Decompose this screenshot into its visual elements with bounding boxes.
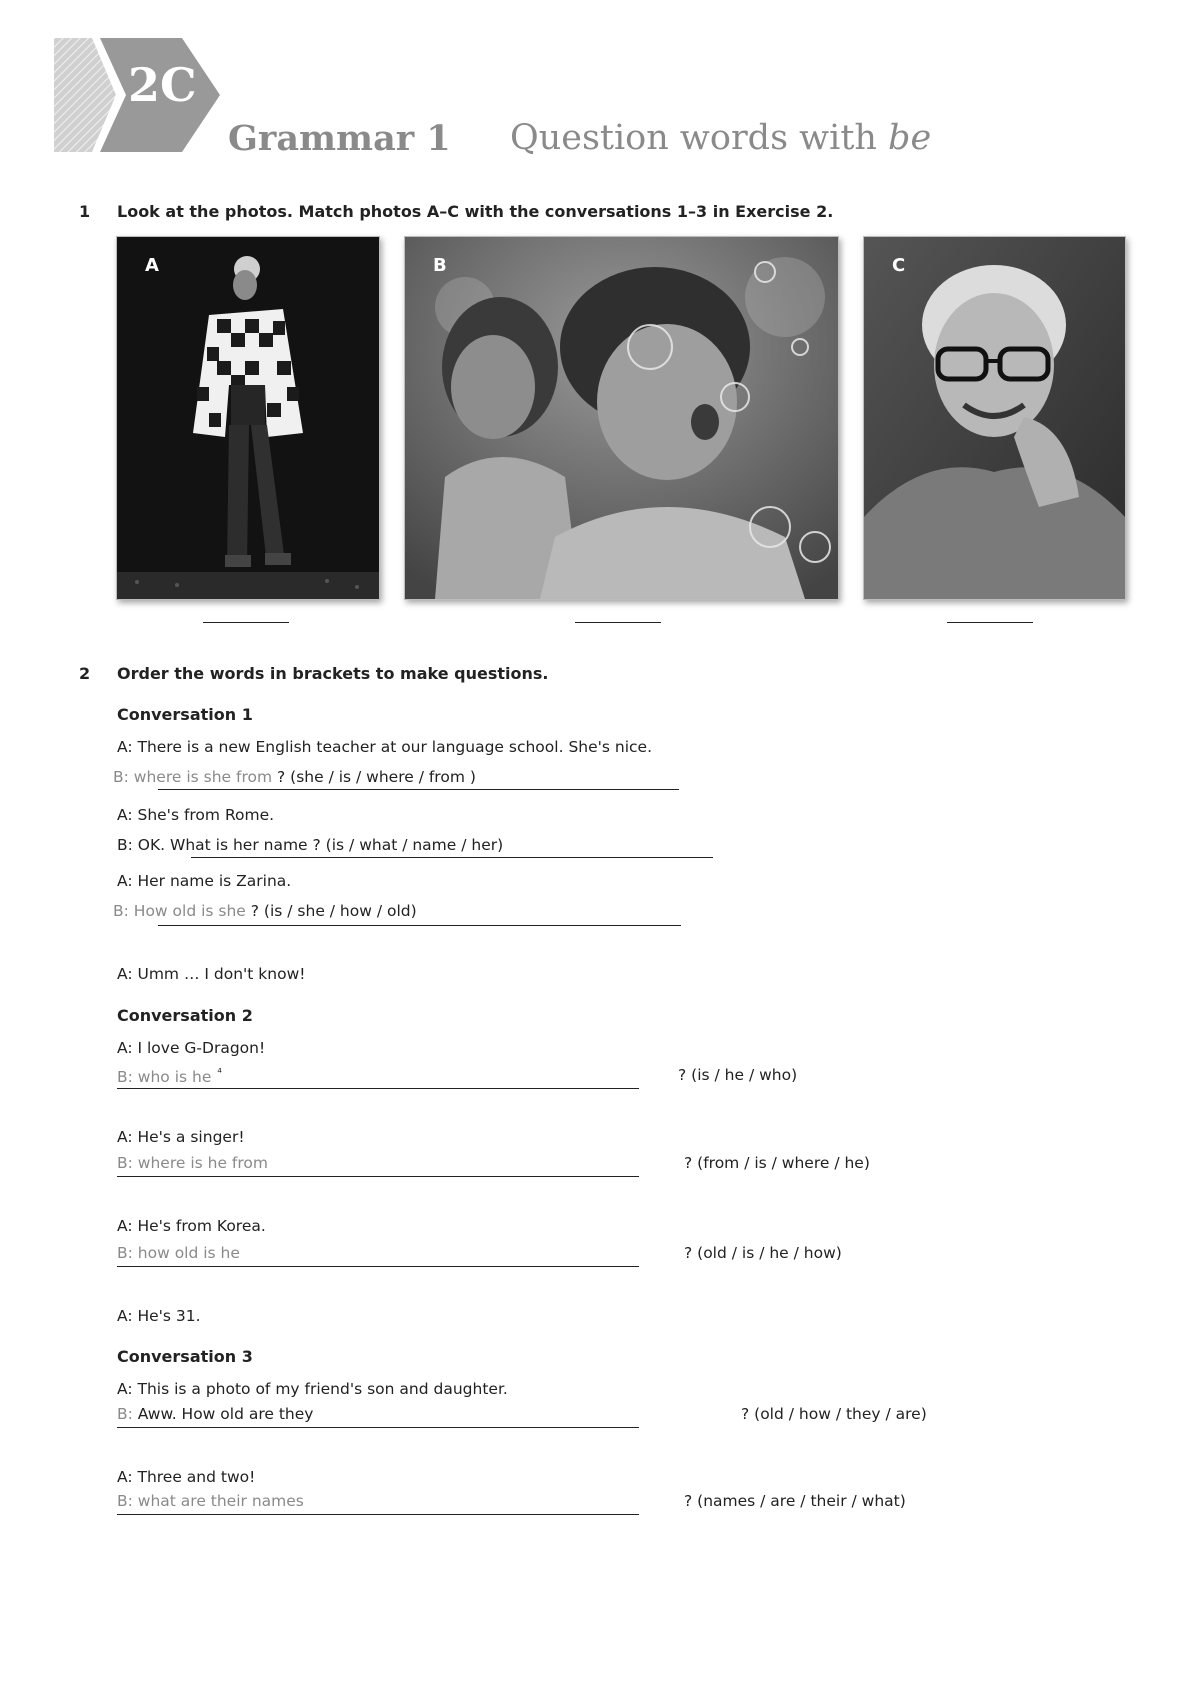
conv3-line-b2: B: what are their names xyxy=(117,1492,304,1510)
conversation-1-heading: Conversation 1 xyxy=(117,705,253,724)
conv3-line-b1: B: Aww. How old are they xyxy=(117,1405,314,1423)
conv2-line-b1: B: who is he $^{^4}$ xyxy=(117,1066,222,1087)
exercise-1-number: 1 xyxy=(79,202,91,221)
conv1-line-a4: A: Umm … I don't know! xyxy=(117,965,306,983)
conv2-line-a3: A: He's from Korea. xyxy=(117,1217,266,1235)
conv1-line-b2: B: OK. What is her name ? (is / what / name / her) xyxy=(117,836,504,854)
conv3-line-a1: A: This is a photo of my friend's son and daughter. xyxy=(117,1380,508,1398)
conv3-line-a2: A: Three and two! xyxy=(117,1468,256,1486)
conv3-answer-1: Aww. How old are they xyxy=(132,1405,314,1423)
conv1-line-a3: A: Her name is Zarina. xyxy=(117,872,292,890)
conv1-answer-2-underline[interactable] xyxy=(191,857,713,858)
conv2-prompt-3: ? (old / is / he / how) xyxy=(684,1244,842,1262)
conv2-answer-3-underline[interactable] xyxy=(117,1266,639,1267)
photo-b xyxy=(404,236,839,600)
conv2-line-a4: A: He's 31. xyxy=(117,1307,201,1325)
photo-b-answer-line[interactable] xyxy=(575,622,661,623)
conversation-3-heading: Conversation 3 xyxy=(117,1347,253,1366)
conv2-line-a2: A: He's a singer! xyxy=(117,1128,245,1146)
woman-photo-illustration xyxy=(864,237,1125,599)
photo-a-answer-line[interactable] xyxy=(203,622,289,623)
conv1-answer-1-underline[interactable] xyxy=(158,789,679,790)
conversation-2-heading: Conversation 2 xyxy=(117,1006,253,1025)
conv3-prompt-2: ? (names / are / their / what) xyxy=(684,1492,906,1510)
conv2-answer-3: how old is he xyxy=(132,1244,240,1262)
conv2-prompt-2: ? (from / is / where / he) xyxy=(684,1154,870,1172)
exercise-2-instruction: Order the words in brackets to make questions. xyxy=(117,664,549,683)
conv3-answer-2: what are their names xyxy=(132,1492,304,1510)
unit-badge xyxy=(54,38,222,152)
conv3-answer-2-underline[interactable] xyxy=(117,1514,639,1515)
page-subtitle xyxy=(510,118,931,158)
conv1-answer-2: What is her name xyxy=(170,836,313,854)
unit-number: 2C xyxy=(128,58,197,112)
children-photo-illustration xyxy=(405,237,838,599)
subtitle-italic: be xyxy=(888,118,932,158)
conv1-line-a1: A: There is a new English teacher at our language school. She's nice. xyxy=(117,738,653,756)
conv2-prompt-1: ? (is / he / who) xyxy=(678,1066,798,1084)
conv2-answer-2-underline[interactable] xyxy=(117,1176,639,1177)
conv1-line-a2: A: She's from Rome. xyxy=(117,806,275,824)
photo-c-letter: C xyxy=(892,255,906,276)
photo-b-letter: B xyxy=(433,255,447,276)
subtitle-text: Question words with xyxy=(510,118,889,158)
conv3-prompt-1: ? (old / how / they / are) xyxy=(741,1405,927,1423)
photo-a xyxy=(116,236,380,600)
conv2-answer-1-underline[interactable] xyxy=(117,1088,639,1089)
photo-c-answer-line[interactable] xyxy=(947,622,1033,623)
conv2-line-b2: B: where is he from xyxy=(117,1154,268,1172)
exercise-1-instruction: Look at the photos. Match photos A–C with the conversations 1–3 in Exercise 2. xyxy=(117,202,834,221)
exercise-2-number: 2 xyxy=(79,664,91,683)
conv3-answer-1-underline[interactable] xyxy=(117,1427,639,1428)
page-title: Grammar 1 xyxy=(228,118,451,159)
conv2-line-b3: B: how old is he xyxy=(117,1244,240,1262)
conv1-line-b3: B: How old is she ? (is / she / how / old) xyxy=(113,902,417,920)
conv2-line-a1: A: I love G-Dragon! xyxy=(117,1039,266,1057)
conv2-answer-1: who is he xyxy=(132,1068,212,1087)
conv1-answer-1: where is she from xyxy=(128,768,277,786)
photo-c xyxy=(863,236,1126,600)
singer-photo-illustration xyxy=(117,237,379,599)
conv2-mark: ⁴ xyxy=(217,1066,222,1079)
conv1-answer-3: How old is she xyxy=(128,902,251,920)
photo-a-letter: A xyxy=(145,255,159,276)
conv1-answer-3-underline[interactable] xyxy=(158,925,681,926)
conv2-answer-2: where is he from xyxy=(132,1154,268,1172)
conv1-line-b1: B: where is she from ? (she / is / where / from ) xyxy=(113,768,476,786)
